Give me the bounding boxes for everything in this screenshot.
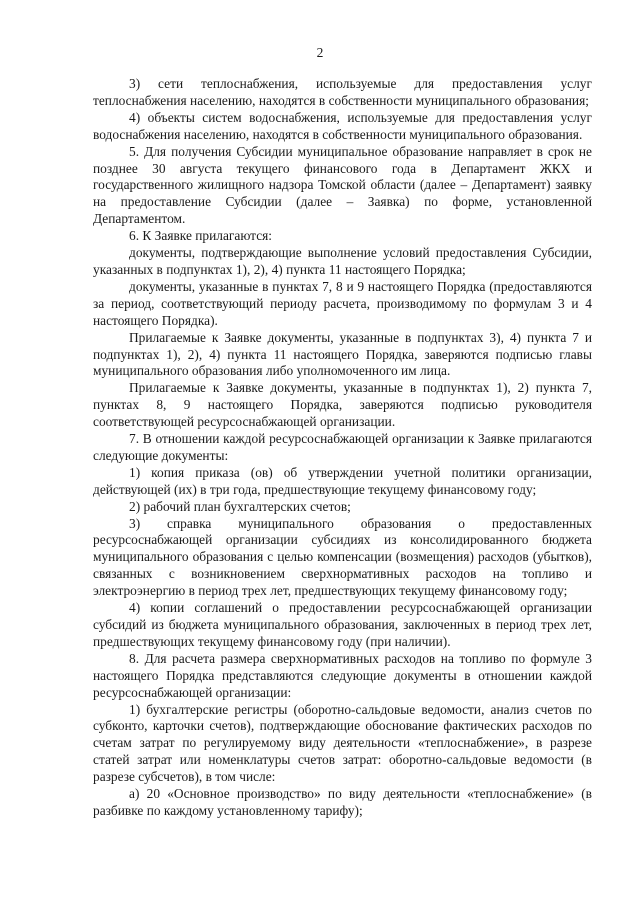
paragraph-documents-points: документы, указанные в пунктах 7, 8 и 9 настоящего Порядка (предоставляются за период, соответствующий периоду расчета, производимому по формулам 3 и 4 настоящего Порядка). [93, 278, 592, 328]
paragraph-certified-head: Прилагаемые к Заявке документы, указанные в подпунктах 3), 4) пункта 7 и подпунктах 1), 2), 4) пункта 11 настоящего Порядка, заверяются подписью главы муниципального образования либо уполномоченного им лица. [93, 329, 592, 379]
paragraph-5-application: 5. Для получения Субсидии муниципальное образование направляет в срок не позднее 30 августа текущего финансового года в Департамент ЖКХ и государственного жилищного надзора Томской области (далее – Департамент) заявку на предоставление Субсидии (далее – Заявка) по форме, установленной Департаментом. [93, 143, 592, 227]
paragraph-7-item-2: 2) рабочий план бухгалтерских счетов; [129, 498, 351, 514]
paragraph-8-fuel: 8. Для расчета размера сверхнормативных расходов на топливо по формуле 3 настоящего Порядка представляются следующие документы в отношении каждой ресурсоснабжающей организации: [93, 650, 592, 700]
paragraph-6-attachments: 6. К Заявке прилагаются: [129, 228, 273, 244]
paragraph-7-item-3: 3) справка муниципального образования о предоставленных ресурсоснабжающей организации субсидиях из консолидированного бюджета муниципального образования с целью компенсации (возмещения) расходов (убытков), связанных с возникновением сверхнормативных расходов на топливо и электроэнергию в период трех лет, предшествующих текущему финансовому году; [93, 515, 592, 599]
page-number: 2 [316, 45, 324, 60]
paragraph-documents-conditions: документы, подтверждающие выполнение условий предоставления Субсидии, указанных в подпунктах 1), 2), 4) пункта 11 настоящего Порядка; [93, 245, 592, 277]
paragraph-7-organization: 7. В отношении каждой ресурсоснабжающей организации к Заявке прилагаются следующие документы: [93, 431, 592, 463]
paragraph-8-item-1: 1) бухгалтерские регистры (оборотно-сальдовые ведомости, анализ счетов по субконто, карточки счетов), подтверждающие обоснование фактических расходов по счетам затрат по регулируемому виду деятельности «теплоснабжение», в разрезе статей затрат или номенклатуры счетов затрат: оборотно-сальдовые ведомости (в разрезе субсчетов), в том числе: [93, 701, 592, 785]
paragraph-3-heat-networks: 3) сети теплоснабжения, используемые для предоставления услуг теплоснабжения населению, находятся в собственности муниципального образования; [93, 76, 592, 108]
paragraph-8-item-a: а) 20 «Основное производство» по виду деятельности «теплоснабжение» (в разбивке по каждому установленному тарифу); [93, 786, 592, 818]
paragraph-7-item-4: 4) копии соглашений о предоставлении ресурсоснабжающей организации субсидий из бюджета муниципального образования, заключенных в период трех лет, предшествующих текущему финансовому году (при наличии). [93, 600, 592, 649]
paragraph-4-water-systems: 4) объекты систем водоснабжения, используемые для предоставления услуг водоснабжения населению, находятся в собственности муниципального образования. [93, 109, 592, 142]
paragraph-7-item-1: 1) копия приказа (ов) об утверждении учетной политики организации, действующей (их) в три года, предшествующие текущему финансовому году; [93, 464, 592, 497]
paragraph-certified-director: Прилагаемые к Заявке документы, указанные в подпунктах 1), 2) пункта 7, пунктах 8, 9 настоящего Порядка, заверяются подписью руководителя соответствующей ресурсоснабжающей организации. [93, 380, 592, 430]
document-body [93, 76, 592, 820]
